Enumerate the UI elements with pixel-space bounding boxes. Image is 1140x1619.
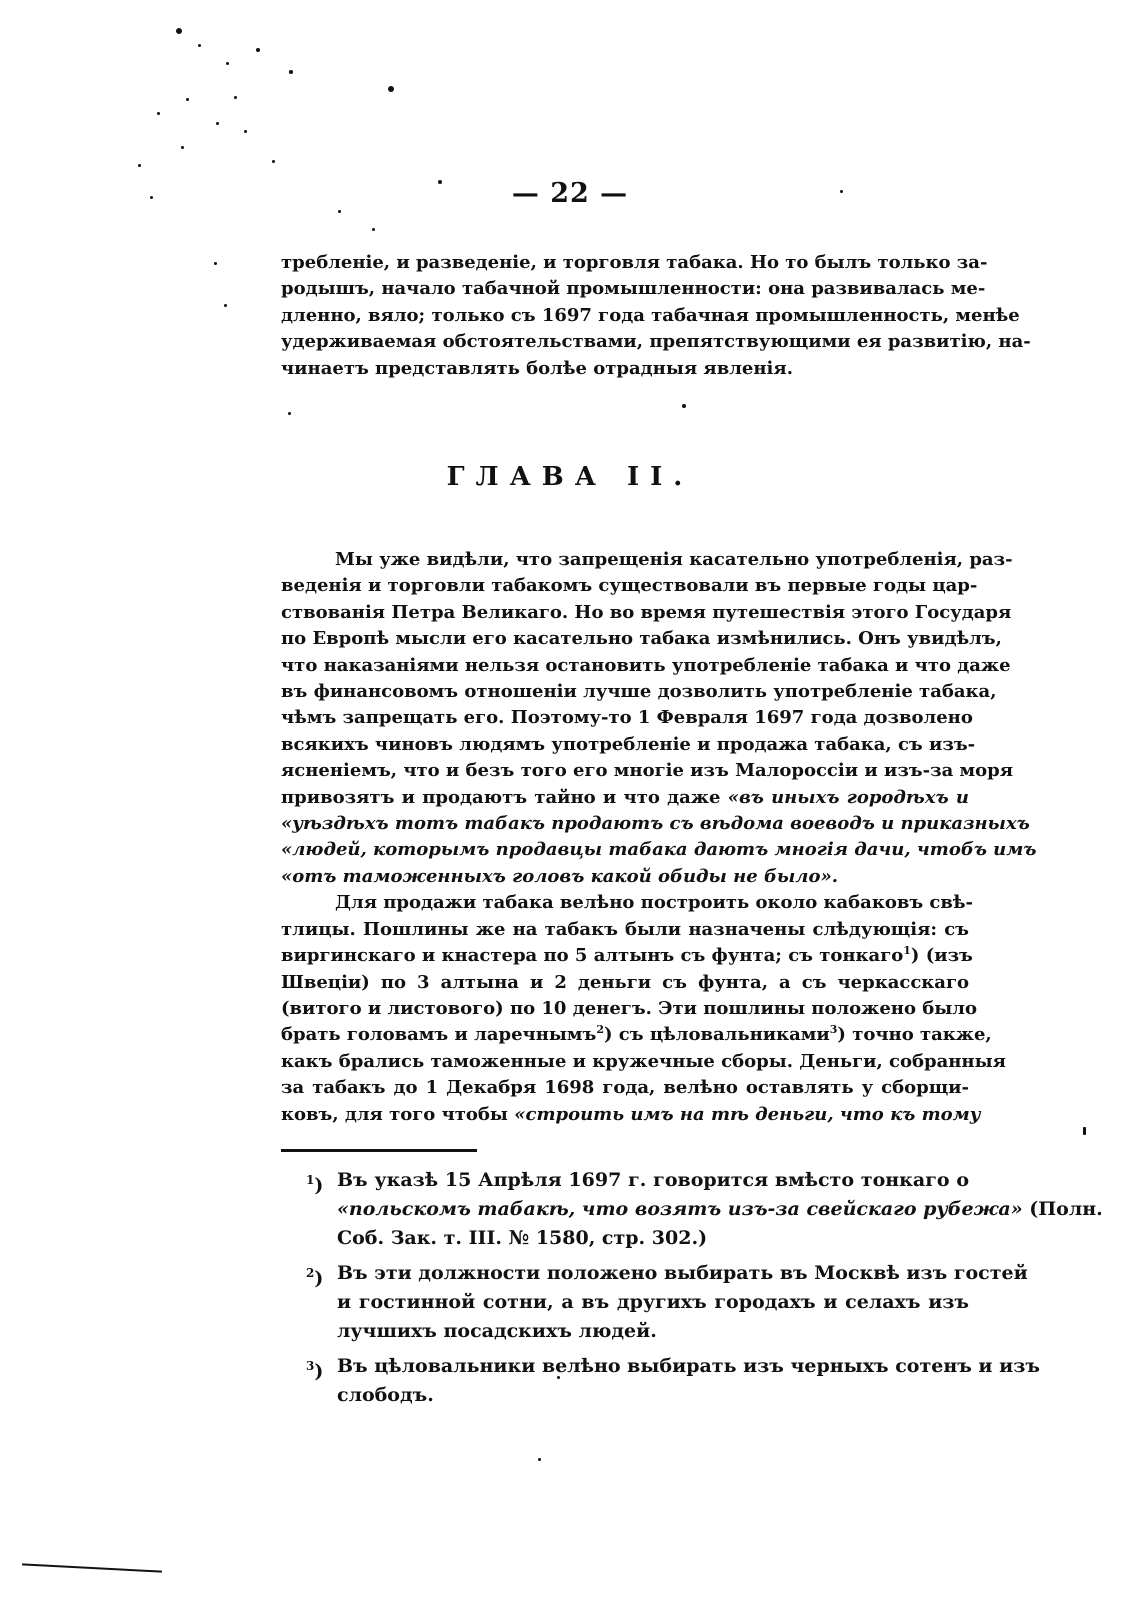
chapter-title: ГЛАВА II.	[446, 462, 694, 492]
scan-speck	[214, 262, 217, 265]
text-run: виргинскаго и кнастера по 5 алтынъ съ фунта; съ тонкаго	[281, 945, 904, 967]
text-line: какъ брались таможенные и кружечные сборы. Деньги, собранныя	[281, 1050, 1006, 1072]
text-line: ствованія Петра Великаго. Но во время путешествія этого Государя	[281, 601, 1012, 623]
footnote-ref: 3	[829, 1023, 838, 1037]
text-line: (витого и листового) по 10 денегъ. Эти пошлины положено было	[281, 997, 977, 1019]
text-run: ковъ, для того чтобы	[281, 1103, 508, 1125]
text-line: за табакъ до 1 Декабря 1698 года, велѣно оставлять у сборщи-	[281, 1077, 969, 1099]
quote-run: «въ иныхъ городѣхъ и	[727, 786, 969, 808]
text-run: брать головамъ и ларечнымъ	[281, 1024, 597, 1046]
text-run: ) съ цѣловальниками	[604, 1024, 830, 1046]
scan-speck	[138, 164, 141, 167]
chapter-body	[281, 547, 1037, 1128]
scan-speck	[244, 130, 247, 133]
text-line: Мы уже видѣли, что запрещенія касательно употребленія, раз-	[335, 549, 1013, 570]
footnote-ref: 2	[596, 1023, 605, 1037]
text-line	[281, 1022, 992, 1048]
text-line	[281, 785, 969, 811]
text-line: чинаетъ представлять болѣе отрадныя явленія.	[281, 357, 793, 379]
footnote-1	[306, 1166, 1103, 1253]
scan-edge-line	[22, 1563, 162, 1572]
text-line: Для продажи табака велѣно построить около кабаковъ свѣ-	[335, 892, 974, 914]
footnote-line: и гостинной сотни, а въ другихъ городахъ и селахъ изъ	[337, 1291, 969, 1313]
footnote-ref: 1	[903, 944, 911, 958]
text-run: (Полн.	[1022, 1198, 1103, 1220]
scan-speck	[176, 28, 182, 34]
text-line: родышъ, начало табачной промышленности: она развивалась ме-	[281, 278, 986, 300]
scan-speck	[682, 404, 686, 408]
text-line: веденія и торговли табакомъ существовали въ первые годы цар-	[281, 575, 978, 597]
footnote-line: Въ указѣ 15 Апрѣля 1697 г. говорится вмѣсто тонкаго о	[337, 1169, 969, 1191]
footnote-marker: $^1$)	[306, 1173, 324, 1197]
scan-speck	[234, 96, 237, 99]
text-run: ) (изъ	[910, 945, 973, 967]
footnote-marker: $^2$)	[306, 1266, 324, 1290]
footnote-line: Въ цѣловальники велѣно выбирать изъ черныхъ сотенъ и изъ	[337, 1355, 1040, 1377]
text-line: дленно, вяло; только съ 1697 года табачная промышленность, менѣе	[281, 304, 1020, 326]
footnote-divider	[281, 1149, 477, 1152]
scan-speck	[181, 146, 184, 149]
scan-speck	[216, 122, 219, 125]
footnote-line: лучшихъ посадскихъ людей.	[337, 1320, 657, 1342]
intro-paragraph	[281, 250, 1031, 382]
text-line: ясненіемъ, что и безъ того его многіе изъ Малороссіи и изъ-за моря	[281, 760, 1014, 782]
quote-line: «отъ таможенныхъ головъ какой обиды не было».	[281, 865, 838, 887]
text-line	[281, 1102, 981, 1128]
scan-speck	[372, 228, 375, 231]
footnote-marker-number: 1	[306, 1173, 315, 1187]
scan-speck	[289, 70, 293, 74]
footnote-3	[306, 1352, 1040, 1410]
scan-speck	[288, 412, 291, 415]
scan-speck	[1083, 1127, 1086, 1135]
quote-line: «уѣздѣхъ тотъ табакъ продаютъ съ вѣдома воеводъ и приказныхъ	[281, 813, 1030, 835]
scan-speck	[256, 48, 260, 52]
scan-speck	[338, 210, 341, 213]
text-line	[281, 943, 973, 969]
footnote-line: Въ эти должности положено выбирать въ Москвѣ изъ гостей	[337, 1262, 1028, 1284]
scan-speck	[224, 304, 227, 307]
scan-speck	[226, 62, 229, 65]
text-line: требленіе, и разведеніе, и торговля табака. Но то былъ только за-	[281, 252, 988, 273]
scan-speck	[157, 112, 160, 115]
text-run: ) точно также,	[837, 1024, 992, 1046]
quote-line: «людей, которымъ продавцы табака даютъ многія дачи, чтобъ имъ	[281, 839, 1037, 861]
text-line: тлицы. Пошлины же на табакъ были назначены слѣдующія: съ	[281, 918, 969, 940]
text-line: удерживаемая обстоятельствами, препятствующими ея развитію, на-	[281, 331, 1031, 353]
footnote-line: слободъ.	[337, 1384, 434, 1406]
footnote-line	[337, 1195, 1103, 1224]
footnote-marker: $^3$)	[306, 1359, 324, 1383]
scan-speck	[388, 86, 394, 92]
footnotes	[306, 1166, 1103, 1416]
quote-run: «строить имъ на тѣ деньги, что къ тому	[514, 1103, 981, 1125]
text-line: чѣмъ запрещать его. Поэтому-то 1 Февраля 1697 года дозволено	[281, 707, 973, 729]
quote-run: «польскомъ табакѣ, что возятъ изъ-за свейскаго рубежа»	[337, 1198, 1023, 1220]
footnote-line: Соб. Зак. т. III. № 1580, стр. 302.)	[337, 1227, 708, 1249]
page-number: — 22 —	[511, 178, 629, 209]
text-line: всякихъ чиновъ людямъ употребленіе и продажа табака, съ изъ-	[281, 733, 976, 755]
text-line: по Европѣ мысли его касательно табака измѣнились. Онъ увидѣлъ,	[281, 628, 1002, 650]
footnote-marker-number: 3	[306, 1359, 315, 1373]
scan-speck	[538, 1458, 541, 1461]
text-line: Швеціи) по 3 алтына и 2 деньги съ фунта, а съ черкасскаго	[281, 971, 969, 993]
scan-speck	[186, 98, 189, 101]
footnote-2	[306, 1259, 1028, 1346]
scan-speck	[272, 160, 275, 163]
text-run: привозятъ и продаютъ тайно и что даже	[281, 786, 721, 808]
scan-speck	[198, 44, 201, 47]
footnote-marker-number: 2	[306, 1266, 315, 1280]
text-line: что наказаніями нельзя остановить употребленіе табака и что даже	[281, 654, 1011, 676]
text-line: въ финансовомъ отношеніи лучше дозволить употребленіе табака,	[281, 681, 997, 703]
